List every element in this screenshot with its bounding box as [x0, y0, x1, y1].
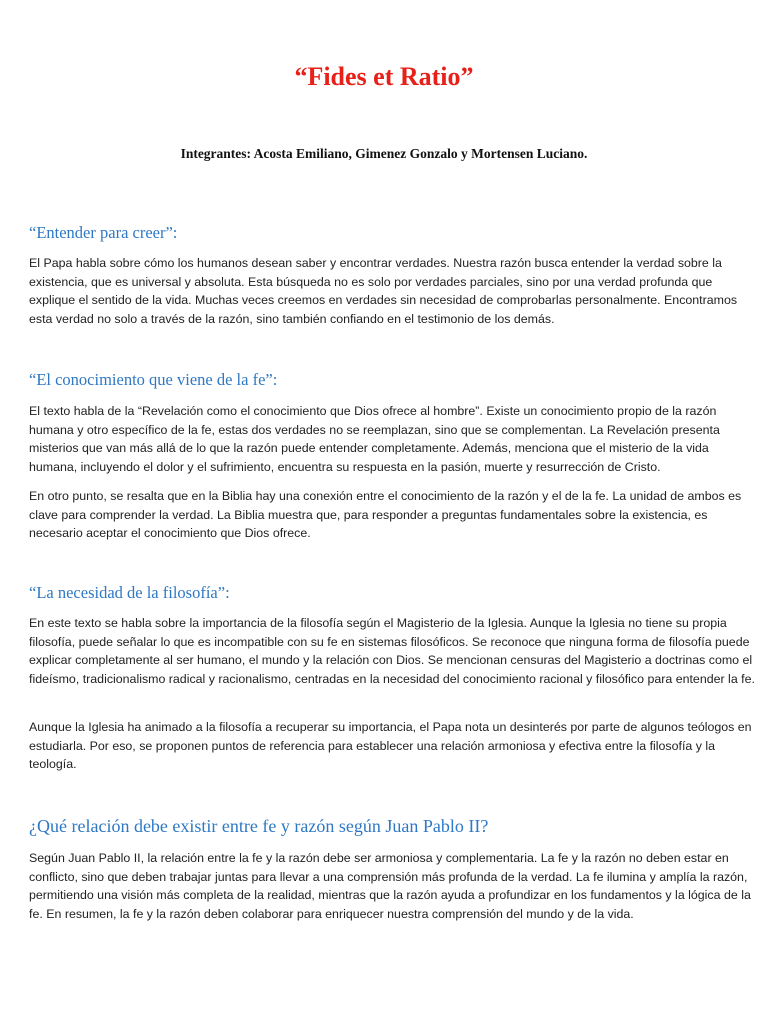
section-heading-entender: “Entender para creer”:	[29, 223, 178, 242]
section-heading-filosofia: “La necesidad de la filosofía”:	[29, 583, 230, 602]
section-paragraph: Según Juan Pablo II, la relación entre la fe y la razón debe ser armoniosa y complementaria. La fe y la razón no deben estar en conflicto, sino que deben trabajar juntas para llevar a una comprensión más profunda de la verdad. La fe ilumina y amplía la razón, permitiendo una visión más completa de la realidad, mientras que la razón ayuda a profundizar en los fundamentos y la lógica de la fe. En resumen, la fe y la razón deben colaborar para enriquecer nuestra comprensión del mundo y de la vida.	[29, 851, 751, 922]
section-heading-conocimiento: “El conocimiento que viene de la fe”:	[29, 370, 278, 389]
authors-line: Integrantes: Acosta Emiliano, Gimenez Gonzalo y Mortensen Luciano.	[180, 146, 588, 161]
document-title: “Fides et Ratio”	[294, 62, 474, 91]
section-paragraph: Aunque la Iglesia ha animado a la filosofía a recuperar su importancia, el Papa nota un desinterés por parte de algunos teólogos en estudiarla. Por eso, se proponen puntos de referencia para establecer una relación armoniosa y efectiva entre la filosofía y la teología.	[29, 720, 752, 772]
section-heading-relacion: ¿Qué relación debe existir entre fe y razón según Juan Pablo II?	[29, 816, 489, 836]
section-paragraph: En otro punto, se resalta que en la Biblia hay una conexión entre el conocimiento de la razón y el de la fe. La unidad de ambos es clave para comprender la verdad. La Biblia muestra que, para responder a preguntas fundamentales sobre la existencia, es necesario aceptar el conocimiento que Dios ofrece.	[29, 489, 742, 541]
section-paragraph: El Papa habla sobre cómo los humanos desean saber y encontrar verdades. Nuestra razón busca entender la verdad sobre la existencia, que es universal y absoluta. Esta búsqueda no es solo por verdades parciales, sino por una verdad profunda que explique el sentido de la vida. Muchas veces creemos en verdades sin necesidad de comprobarlas personalmente. Encontramos esta verdad no solo a través de la razón, sino también confiando en el testimonio de los demás.	[29, 256, 738, 327]
section-paragraph: El texto habla de la “Revelación como el conocimiento que Dios ofrece al hombre”. Existe un conocimiento propio de la razón humana y otro específico de la fe, estas dos verdades no se reemplazan, sino que se complementan. La Revelación presenta misterios que van más allá de lo que la razón puede entender completamente. Además, menciona que el misterio de la vida humana, incluyendo el dolor y el sufrimiento, encuentra su respuesta en la pasión, muerte y resurrección de Cristo.	[29, 404, 720, 475]
section-paragraph: En este texto se habla sobre la importancia de la filosofía según el Magisterio de la Iglesia. Aunque la Iglesia no tiene su propia filosofía, puede señalar lo que es incompatible con su fe en sistemas filosóficos. Se reconoce que ninguna forma de filosofía puede explicar completamente al ser humano, el mundo y la relación con Dios. Se mencionan censuras del Magisterio a doctrinas como el fideísmo, tradicionalismo radical y racionalismo, centradas en la necesidad del conocimiento racional y filosófico para entender la fe.	[29, 616, 755, 687]
